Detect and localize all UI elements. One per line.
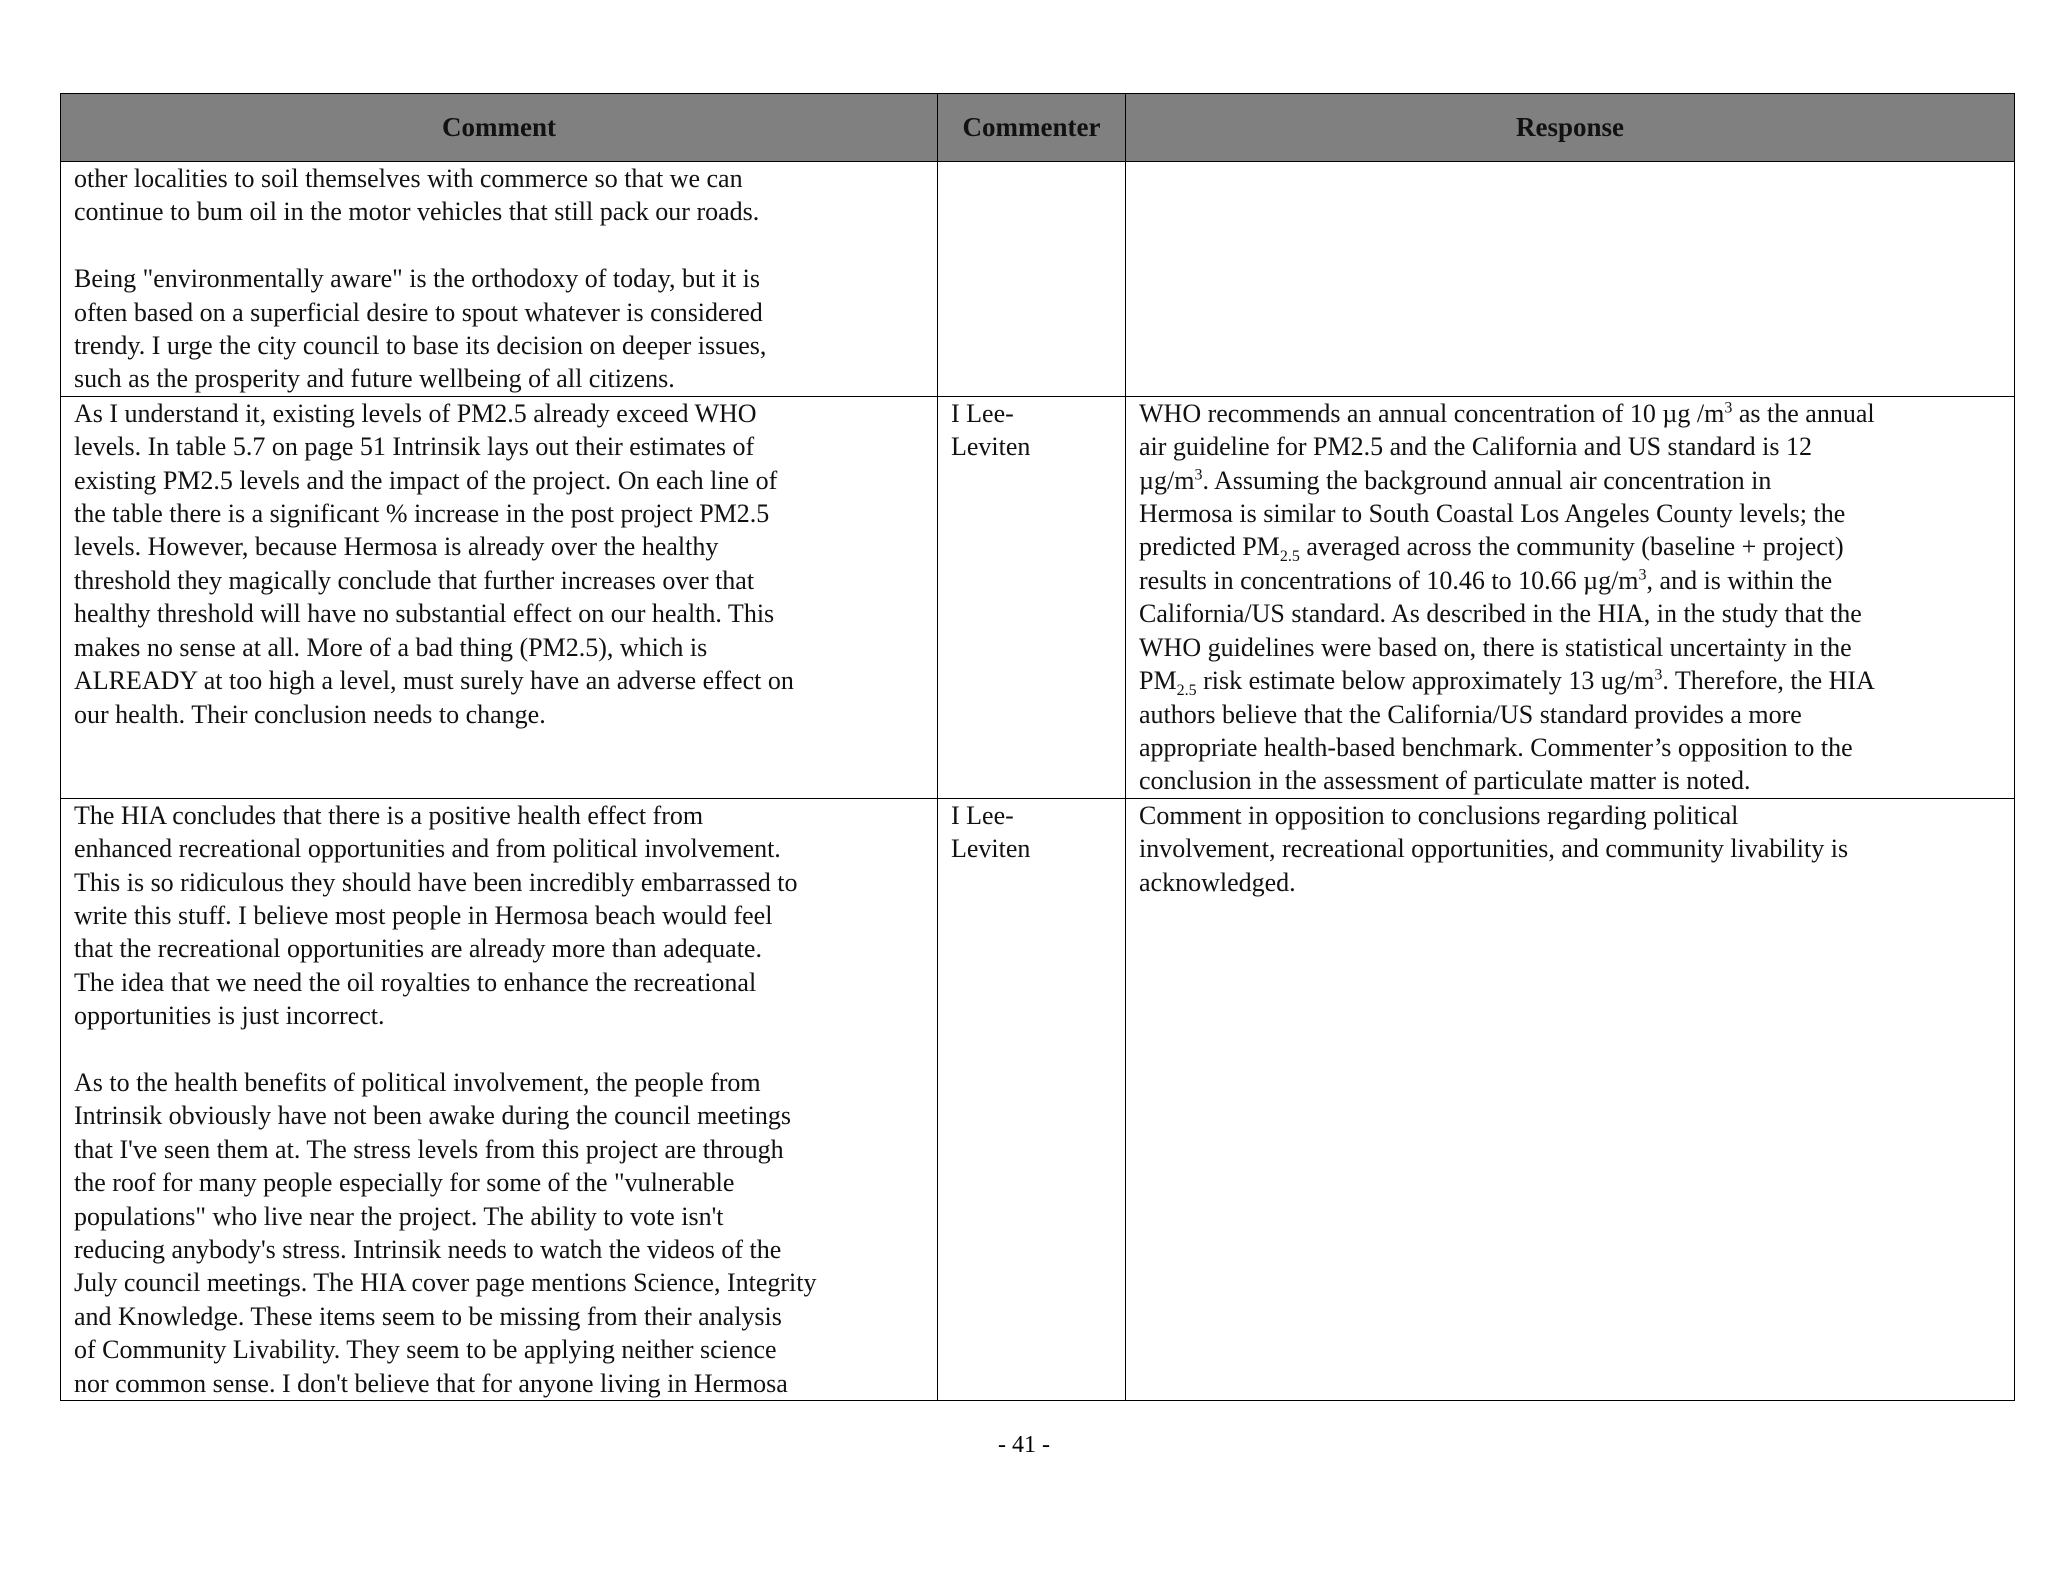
commenter-cell <box>938 396 1126 798</box>
table-header-row <box>61 94 2015 162</box>
response-text-part: as the annual air guideline for PM2.5 and the California and US standard is 12 µg/m <box>1139 398 1875 495</box>
commenter-cell <box>938 162 1126 397</box>
table-row <box>61 396 2015 798</box>
comment-text: The HIA concludes that there is a positive health effect from enhanced recreational opportunities and from political involvement. This is so ridiculous they should have been incredibly embarrassed to write this stuff. I believe most people in Hermosa beach would feel that the recreational opportunities are already more than adequate. The idea that we need the oil royalties to enhance the recreational opportunities is just incorrect. As to the health benefits of political involvement, the people from Intrinsik obviously have not been awake during the council meetings that I've seen them at. The stress levels from this project are through the roof for many people especially for some of the "vulnerable populations" who live near the project. The ability to vote isn't reducing anybody's stress. Intrinsik needs to watch the videos of the July council meetings. The HIA cover page mentions Science, Integrity and Knowledge. These items seem to be missing from their analysis of Community Livability. They seem to be applying neither science nor common sense. I don't believe that for anyone living in Hermosa <box>74 800 817 1398</box>
comment-cell <box>61 162 938 397</box>
table-row <box>61 162 2015 397</box>
superscript: 3 <box>1194 466 1203 483</box>
response-cell <box>1126 162 2015 397</box>
response-cell <box>1126 396 2015 798</box>
commenter-text: I Lee- Leviten <box>951 398 1031 462</box>
superscript: 3 <box>1638 566 1647 584</box>
header-response: Response <box>1126 94 2015 162</box>
table-row <box>61 798 2015 1400</box>
comment-cell <box>61 798 938 1400</box>
comment-response-table <box>60 93 2015 1401</box>
comment-cell <box>61 396 938 798</box>
subscript: 2.5 <box>1176 682 1197 700</box>
superscript: 3 <box>1654 666 1663 684</box>
page-number: - 41 - <box>998 1432 1050 1458</box>
header-comment: Comment <box>61 94 938 162</box>
comment-text: other localities to soil themselves with commerce so that we can continue to bum oil in the motor vehicles that still pack our roads. Being "environmentally aware" is the orthodoxy of today, but it is often based on a superficial desire to spout whatever is considered trendy. I urge the city council to base its decision on deeper issues, such as the prosperity and future wellbeing of all citizens. <box>74 164 767 394</box>
response-text-part: . Therefore, the HIA authors believe that the California/US standard provides a more appropriate health-based benchmark. Commenter’s opposition to the conclusion in the assessment of particulate matter is noted. <box>1139 666 1875 796</box>
comment-text: As I understand it, existing levels of PM2.5 already exceed WHO levels. In table 5.7 on page 51 Intrinsik lays out their estimates of existing PM2.5 levels and the impact of the project. On each line of the table there is a significant % increase in the post project PM2.5 levels. However, because Hermosa is already over the healthy threshold they magically conclude that further increases over that healthy threshold will have no substantial effect on our health. This makes no sense at all. More of a bad thing (PM2.5), which is ALREADY at too high a level, must surely have an adverse effect on our health. Their conclusion needs to change. <box>74 398 794 729</box>
commenter-text: I Lee- Leviten <box>951 800 1031 864</box>
commenter-cell <box>938 798 1126 1400</box>
response-text-part: , and is within the California/US standard. As described in the HIA, in the study that the WHO guidelines were based on, there is statistical uncertainty in the PM <box>1139 565 1862 696</box>
response-text <box>1139 397 2001 798</box>
header-commenter: Commenter <box>938 94 1126 162</box>
subscript: 2.5 <box>1279 548 1300 566</box>
response-cell <box>1126 798 2015 1400</box>
response-text-part: . Assuming the background annual air concentration in Hermosa is similar to South Coastal Los Angeles County levels; the predicted PM <box>1139 465 1846 562</box>
response-text: Comment in opposition to conclusions regarding political involvement, recreational opportunities, and community livability is acknowledged. <box>1139 800 1849 897</box>
response-text-part: averaged across the community (baseline + project) results in concentrations of 10.46 to 10.66 µg/m <box>1139 532 1844 595</box>
superscript: 3 <box>1724 399 1733 417</box>
response-text-part: WHO recommends an annual concentration of 10 µg /m <box>1139 398 1725 428</box>
response-text-part: risk estimate below approximately 13 ug/m <box>1196 666 1655 696</box>
